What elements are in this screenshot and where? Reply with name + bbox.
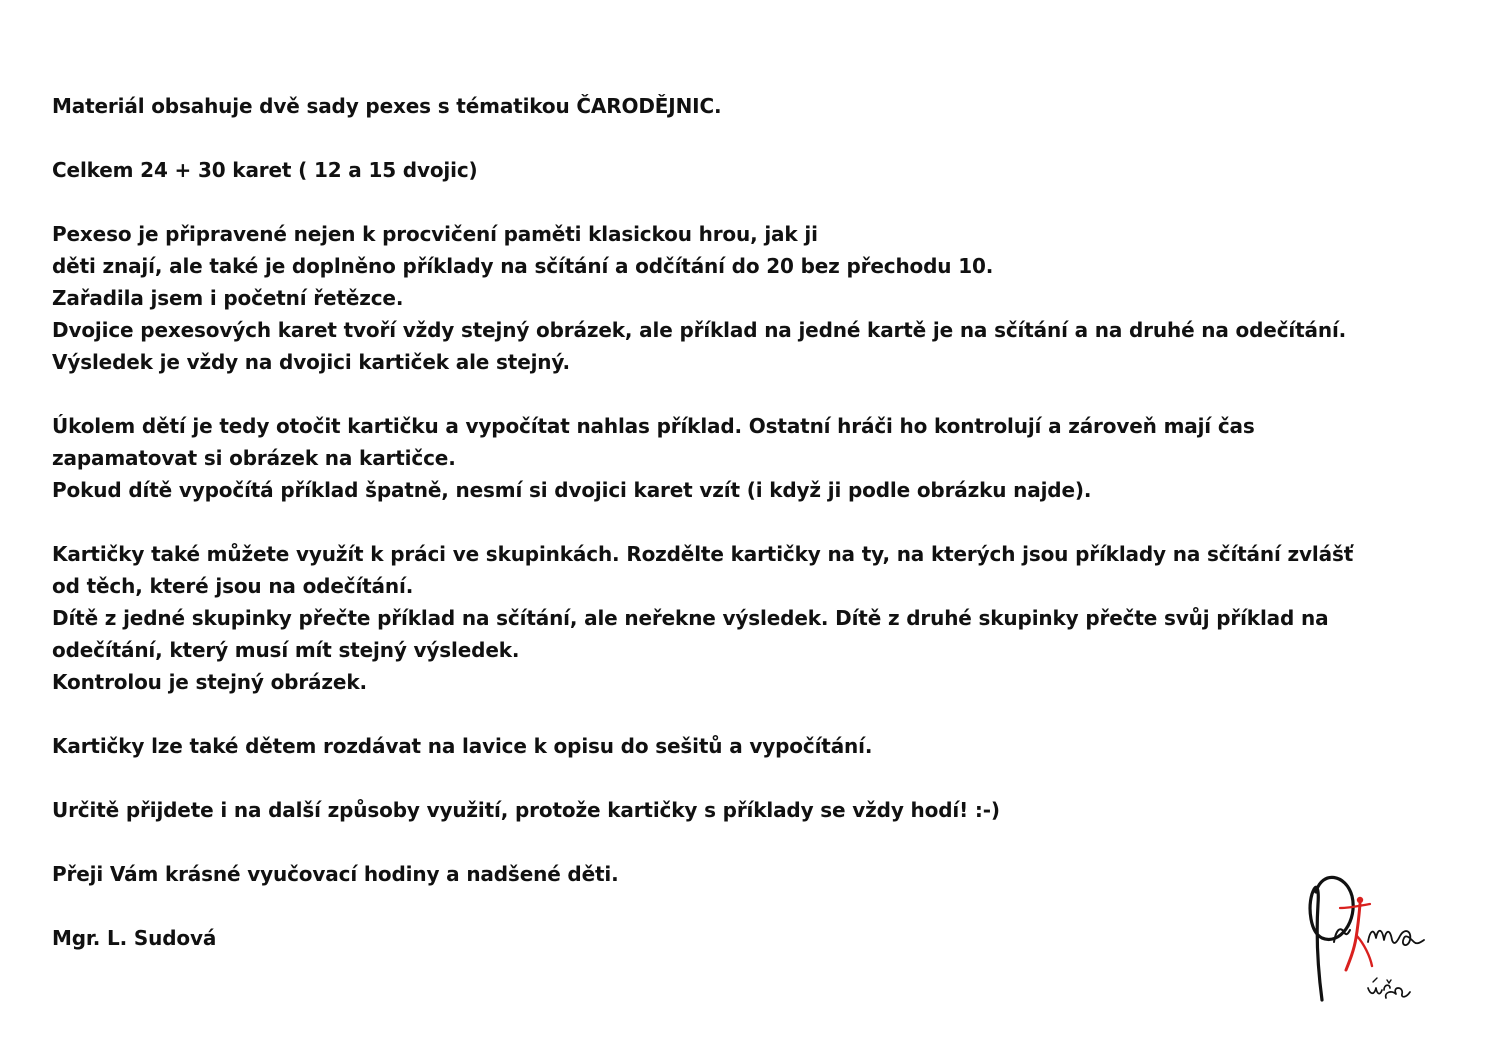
other-uses-line: Určitě přijdete i na další způsoby využití, protože kartičky s příklady se vždy hodí! :-) xyxy=(52,798,1000,822)
paragraph-gap xyxy=(52,378,1472,410)
logo-letter-p xyxy=(1310,877,1353,1000)
wishes-line: Přeji Vám krásné vyučovací hodiny a nadšené děti. xyxy=(52,862,619,886)
paragraph-gap xyxy=(52,186,1472,218)
description-line: děti znají, ale také je doplněno příklady na sčítání a odčítání do 20 bez přechodu 10. xyxy=(52,254,994,278)
paragraph-gap xyxy=(52,698,1472,730)
group-work-line: Kartičky také můžete využít k práci ve skupinkách. Rozdělte kartičky na ty, na kterých jsou příklady na sčítání zvlášť xyxy=(52,542,1354,566)
task-line: Úkolem dětí je tedy otočit kartičku a vypočítat nahlas příklad. Ostatní hráči ho kontrolují a zároveň mají čas xyxy=(52,414,1255,438)
document-body xyxy=(52,90,1472,954)
paragraph-gap xyxy=(52,506,1472,538)
desk-use-line: Kartičky lze také dětem rozdávat na lavice k opisu do sešitů a vypočítání. xyxy=(52,734,873,758)
intro-line: Materiál obsahuje dvě sady pexes s tématikou ČARODĚJNIC. xyxy=(52,94,722,118)
author-signature: Mgr. L. Sudová xyxy=(52,926,217,950)
logo-letters-uca xyxy=(1368,985,1410,998)
paragraph-gap xyxy=(52,826,1472,858)
card-count-line: Celkem 24 + 30 karet ( 12 a 15 dvojic) xyxy=(52,158,478,182)
description-line: Výsledek je vždy na dvojici kartiček ale stejný. xyxy=(52,350,570,374)
paragraph-gap xyxy=(52,122,1472,154)
prima-uca-logo xyxy=(1300,866,1440,1011)
group-work-line: odečítání, který musí mít stejný výsledek. xyxy=(52,638,520,662)
group-work-line: od těch, které jsou na odečítání. xyxy=(52,574,414,598)
logo-letters-ma xyxy=(1368,931,1424,945)
description-line: Dvojice pexesových karet tvoří vždy stejný obrázek, ale příklad na jedné kartě je na sčítání a na druhé na odečítání. xyxy=(52,318,1347,342)
group-work-line: Kontrolou je stejný obrázek. xyxy=(52,670,367,694)
task-line: Pokud dítě vypočítá příklad špatně, nesmí si dvojici karet vzít (i když ji podle obrázku najde). xyxy=(52,478,1092,502)
paragraph-gap xyxy=(52,762,1472,794)
description-line: Pexeso je připravené nejen k procvičení paměti klasickou hrou, jak ji xyxy=(52,222,818,246)
task-line: zapamatovat si obrázek na kartičce. xyxy=(52,446,456,470)
description-line: Zařadila jsem i početní řetězce. xyxy=(52,286,404,310)
group-work-line: Dítě z jedné skupinky přečte příklad na sčítání, ale neřekne výsledek. Dítě z druhé skupinky přečte svůj příklad na xyxy=(52,606,1329,630)
paragraph-gap xyxy=(52,890,1472,922)
